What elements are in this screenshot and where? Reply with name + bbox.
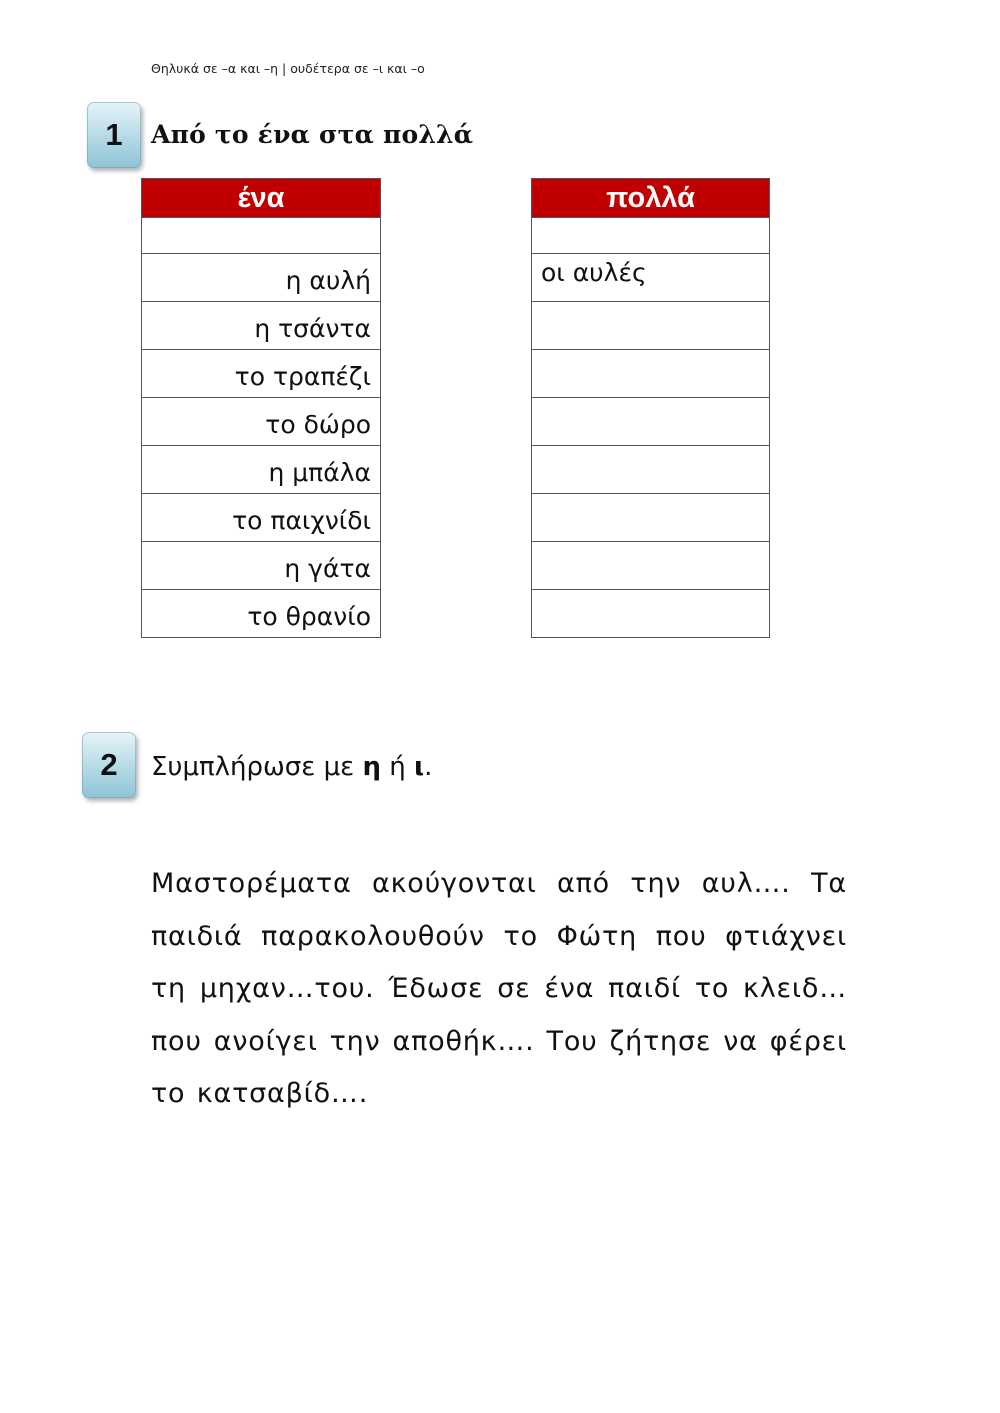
plural-table — [531, 178, 770, 638]
singular-cell: η μπάλα — [142, 446, 381, 494]
singular-cell: η αυλή — [142, 254, 381, 302]
singular-cell: το δώρο — [142, 398, 381, 446]
plural-answer-cell[interactable]: οι αυλές — [532, 254, 770, 302]
singular-cell: η γάτα — [142, 542, 381, 590]
plural-answer-cell[interactable] — [532, 398, 770, 446]
singular-cell: η τσάντα — [142, 302, 381, 350]
plural-answer-cell[interactable] — [532, 494, 770, 542]
instruction-prefix: Συμπλήρωσε με — [151, 752, 355, 782]
plural-answer-cell[interactable] — [532, 350, 770, 398]
plural-answer-cell[interactable] — [532, 218, 770, 254]
exercise-2-number-badge: 2 — [82, 732, 136, 798]
plural-column-header: πολλά — [532, 179, 770, 218]
running-head: Θηλυκά σε –α και –η | ουδέτερα σε –ι και –ο — [151, 61, 425, 76]
singular-cell[interactable] — [142, 218, 381, 254]
singular-column-header: ένα — [142, 179, 381, 218]
exercise-1-title: Από το ένα στα πολλά — [151, 120, 474, 149]
singular-cell: το παιχνίδι — [142, 494, 381, 542]
plural-answer-cell[interactable] — [532, 446, 770, 494]
plural-answer-cell[interactable] — [532, 542, 770, 590]
instruction-or: ή — [389, 752, 406, 782]
instruction-end: . — [424, 752, 433, 782]
singular-cell: το τραπέζι — [142, 350, 381, 398]
plural-answer-cell[interactable] — [532, 302, 770, 350]
exercise-1-number-badge: 1 — [87, 102, 141, 168]
fill-in-paragraph: Μαστορέματα ακούγονται από την αυλ…. Τα παιδιά παρακολουθούν το Φώτη που φτιάχνει τη μηχαν…του. Έδωσε σε ένα παιδί το κλειδ…που ανοίγει την αποθήκ…. Του ζήτησε να φέρει το κατσαβίδ…. — [151, 868, 847, 1109]
exercise-2-instruction — [151, 752, 432, 782]
plural-answer-cell[interactable] — [532, 590, 770, 638]
singular-cell: το θρανίο — [142, 590, 381, 638]
letter-eta: η — [362, 752, 381, 782]
letter-iota: ι — [414, 752, 425, 782]
singular-table — [141, 178, 381, 638]
